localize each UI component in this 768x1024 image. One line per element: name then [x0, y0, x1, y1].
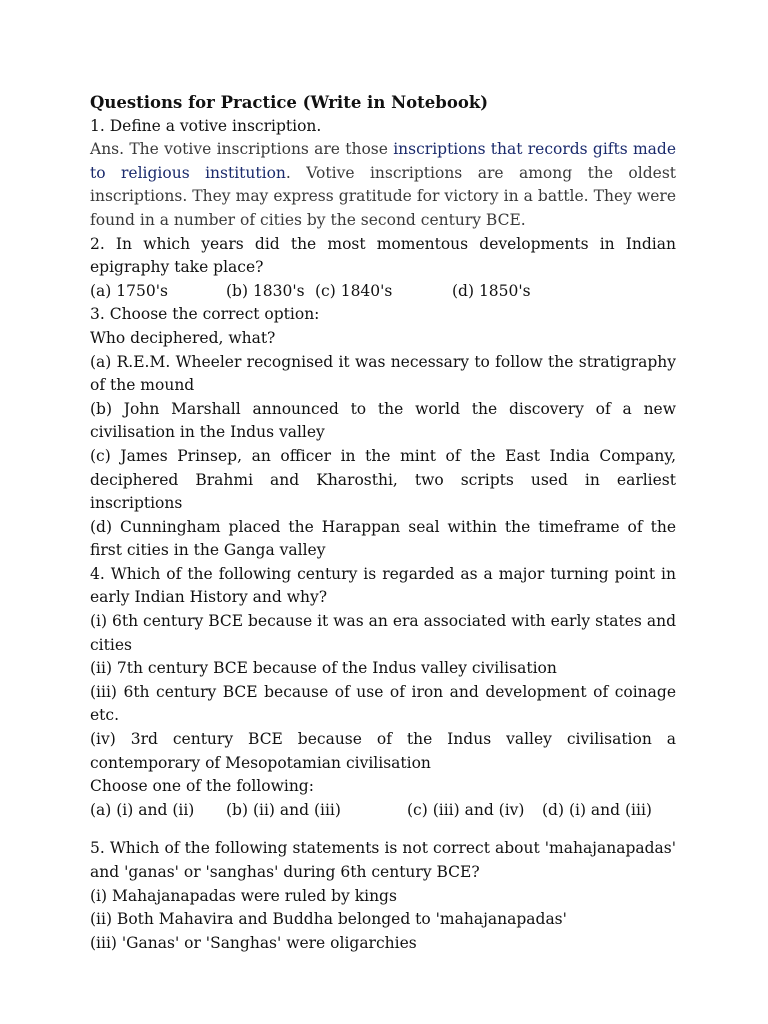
document-page: [90, 91, 676, 955]
q4-option-c: (c) (iii) and (iv): [407, 800, 525, 819]
q2-options: [90, 280, 676, 304]
section-gap: [90, 822, 676, 837]
q2-question: 2. In which years did the most momentous developments in Indian epigraphy take place?: [90, 234, 676, 277]
q2-option-b: (b) 1830's: [226, 281, 305, 300]
q5-statement-i: (i) Mahajanapadas were ruled by kings: [90, 886, 397, 905]
q4-option-b: (b) (ii) and (iii): [226, 800, 341, 819]
q4-option-a: (a) (i) and (ii): [90, 800, 195, 819]
q4-option-d: (d) (i) and (iii): [542, 800, 652, 819]
q4-statement-ii: (ii) 7th century BCE because of the Indus valley civilisation: [90, 659, 557, 678]
q5-question: 5. Which of the following statements is not correct about 'mahajanapadas' and 'ganas' or 'sanghas' during 6th century BCE?: [90, 839, 676, 881]
q3-option-b: (b) John Marshall announced to the world the discovery of a new civilisation in the Indus valley: [90, 399, 676, 442]
q1-answer: [90, 138, 676, 232]
q1-answer-prefix: Ans. The votive inscriptions are those: [90, 140, 394, 159]
q1-answer-rest: . Votive inscriptions are among the oldest inscriptions. They may express gratitude for victory in a battle. They were found in a number of cities by the second century BCE.: [90, 163, 676, 229]
q2-option-c: (c) 1840's: [315, 281, 393, 300]
q4-choose: Choose one of the following:: [90, 777, 314, 796]
q2-option-d: (d) 1850's: [452, 281, 531, 300]
q2-option-a: (a) 1750's: [90, 281, 168, 300]
q3-option-d: (d) Cunningham placed the Harappan seal within the timeframe of the first cities in the Ganga valley: [90, 517, 676, 560]
q3-question: 3. Choose the correct option:: [90, 305, 320, 324]
q3-subquestion: Who deciphered, what?: [90, 328, 276, 347]
page-title: Questions for Practice (Write in Notebook): [90, 93, 489, 112]
q4-statement-i: (i) 6th century BCE because it was an era associated with early states and cities: [90, 612, 676, 654]
q3-option-c: (c) James Prinsep, an officer in the mint of the East India Company, deciphered Brahmi and Kharosthi, two scripts used in earliest inscriptions: [90, 446, 676, 513]
q3-option-a: (a) R.E.M. Wheeler recognised it was necessary to follow the stratigraphy of the mound: [90, 352, 676, 395]
q4-question: 4. Which of the following century is regarded as a major turning point in early Indian History and why?: [90, 564, 676, 607]
q5-statement-iii: (iii) 'Ganas' or 'Sanghas' were oligarchies: [90, 933, 417, 952]
q1-answer-highlight: inscriptions that records gifts made to religious institution: [90, 140, 676, 182]
q1-question: 1. Define a votive inscription.: [90, 116, 322, 135]
q4-statement-iv: (iv) 3rd century BCE because of the Indus valley civilisation a contemporary of Mesopotamian civilisation: [90, 730, 676, 772]
q4-options: [90, 799, 676, 823]
q4-statement-iii: (iii) 6th century BCE because of use of iron and development of coinage etc.: [90, 682, 676, 725]
q5-statement-ii: (ii) Both Mahavira and Buddha belonged to 'mahajanapadas': [90, 910, 567, 929]
